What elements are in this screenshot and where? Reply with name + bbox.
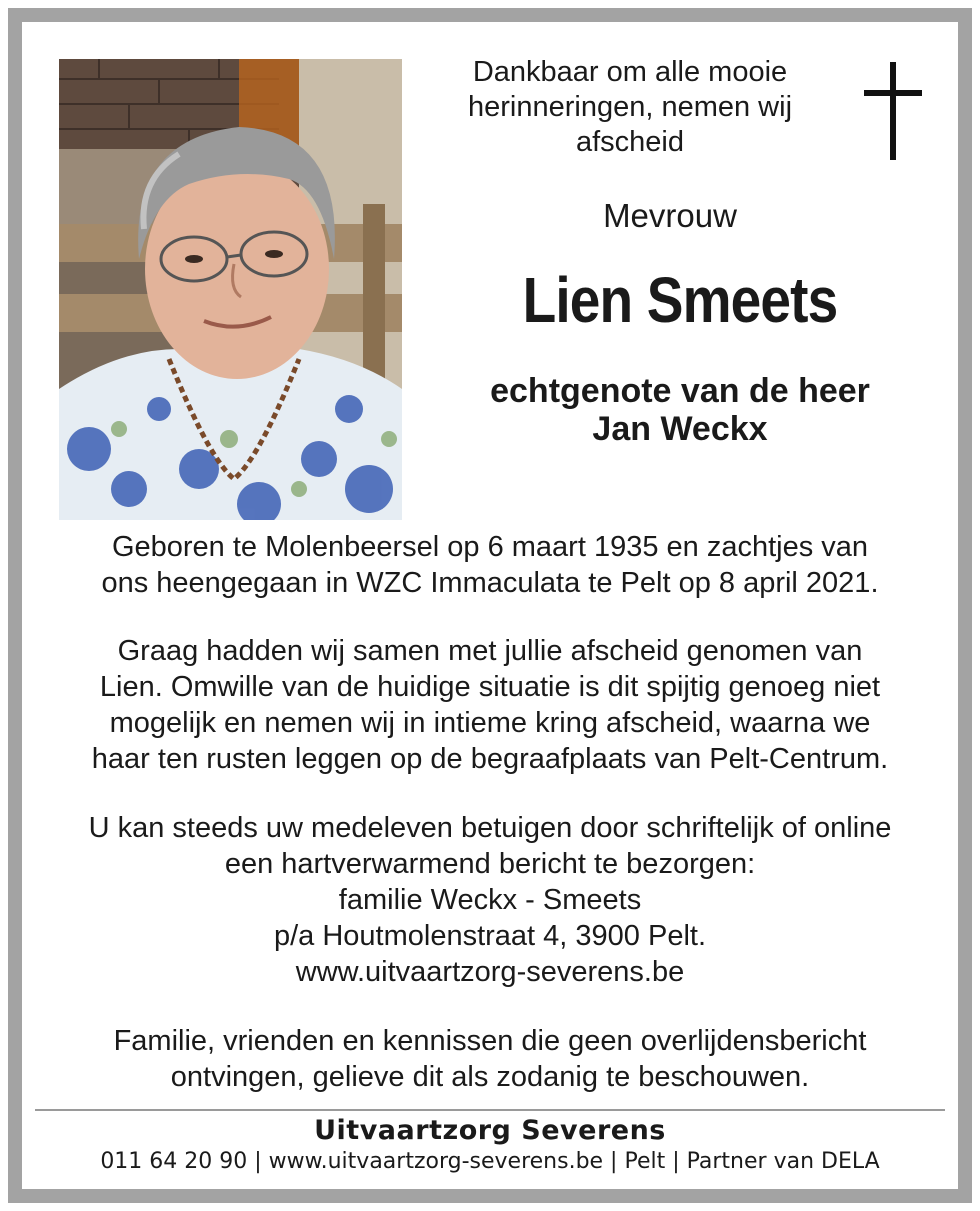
- text-line: haar ten rusten leggen op de begraafplaats van Pelt-Centrum.: [91, 743, 889, 775]
- intro-text: [430, 55, 830, 160]
- condolence-paragraph: [30, 810, 950, 990]
- spouse-text: [430, 372, 930, 448]
- footer-divider: [35, 1109, 945, 1111]
- spouse-line: echtgenote van de heer: [490, 372, 870, 410]
- spouse-line: Jan Weckx: [592, 410, 768, 448]
- salutation: Mevrouw: [603, 197, 737, 234]
- text-line: Familie, vrienden en kennissen die geen overlijdensbericht: [113, 1025, 867, 1057]
- funeral-home-contact: 011 64 20 90 | www.uitvaartzorg-severens.be | Pelt | Partner van DELA: [100, 1149, 880, 1174]
- text-line: Geboren te Molenbeersel op 6 maart 1935 en zachtjes van: [111, 531, 869, 563]
- text-line: Lien. Omwille van de huidige situatie is dit spijtig genoeg niet: [99, 671, 881, 703]
- funeral-home-name: Uitvaartzorg Severens: [314, 1115, 666, 1146]
- text-line: een hartverwarmend bericht te bezorgen:: [224, 848, 756, 880]
- website-link[interactable]: www.uitvaartzorg-severens.be: [295, 956, 685, 988]
- text-line: U kan steeds uw medeleven betuigen door schriftelijk of online: [88, 812, 892, 844]
- family-name-line: familie Weckx - Smeets: [338, 884, 642, 916]
- text-line: Graag hadden wij samen met jullie afscheid genomen van: [117, 635, 863, 667]
- portrait-photo: [59, 59, 402, 520]
- address-line: p/a Houtmolenstraat 4, 3900 Pelt.: [273, 920, 707, 952]
- birth-paragraph: [30, 529, 950, 601]
- cross-icon: [864, 62, 922, 160]
- text-line: mogelijk en nemen wij in intieme kring afscheid, waarna we: [109, 707, 871, 739]
- closing-paragraph: [30, 1023, 950, 1095]
- text-line: ontvingen, gelieve dit als zodanig te beschouwen.: [170, 1061, 810, 1093]
- intro-line: herinneringen, nemen wij: [467, 91, 793, 123]
- intro-line: afscheid: [575, 126, 684, 158]
- farewell-paragraph: [30, 633, 950, 777]
- text-line: ons heengegaan in WZC Immaculata te Pelt op 8 april 2021.: [101, 567, 879, 599]
- deceased-name: Lien Smeets: [522, 264, 838, 336]
- intro-line: Dankbaar om alle mooie: [472, 56, 788, 88]
